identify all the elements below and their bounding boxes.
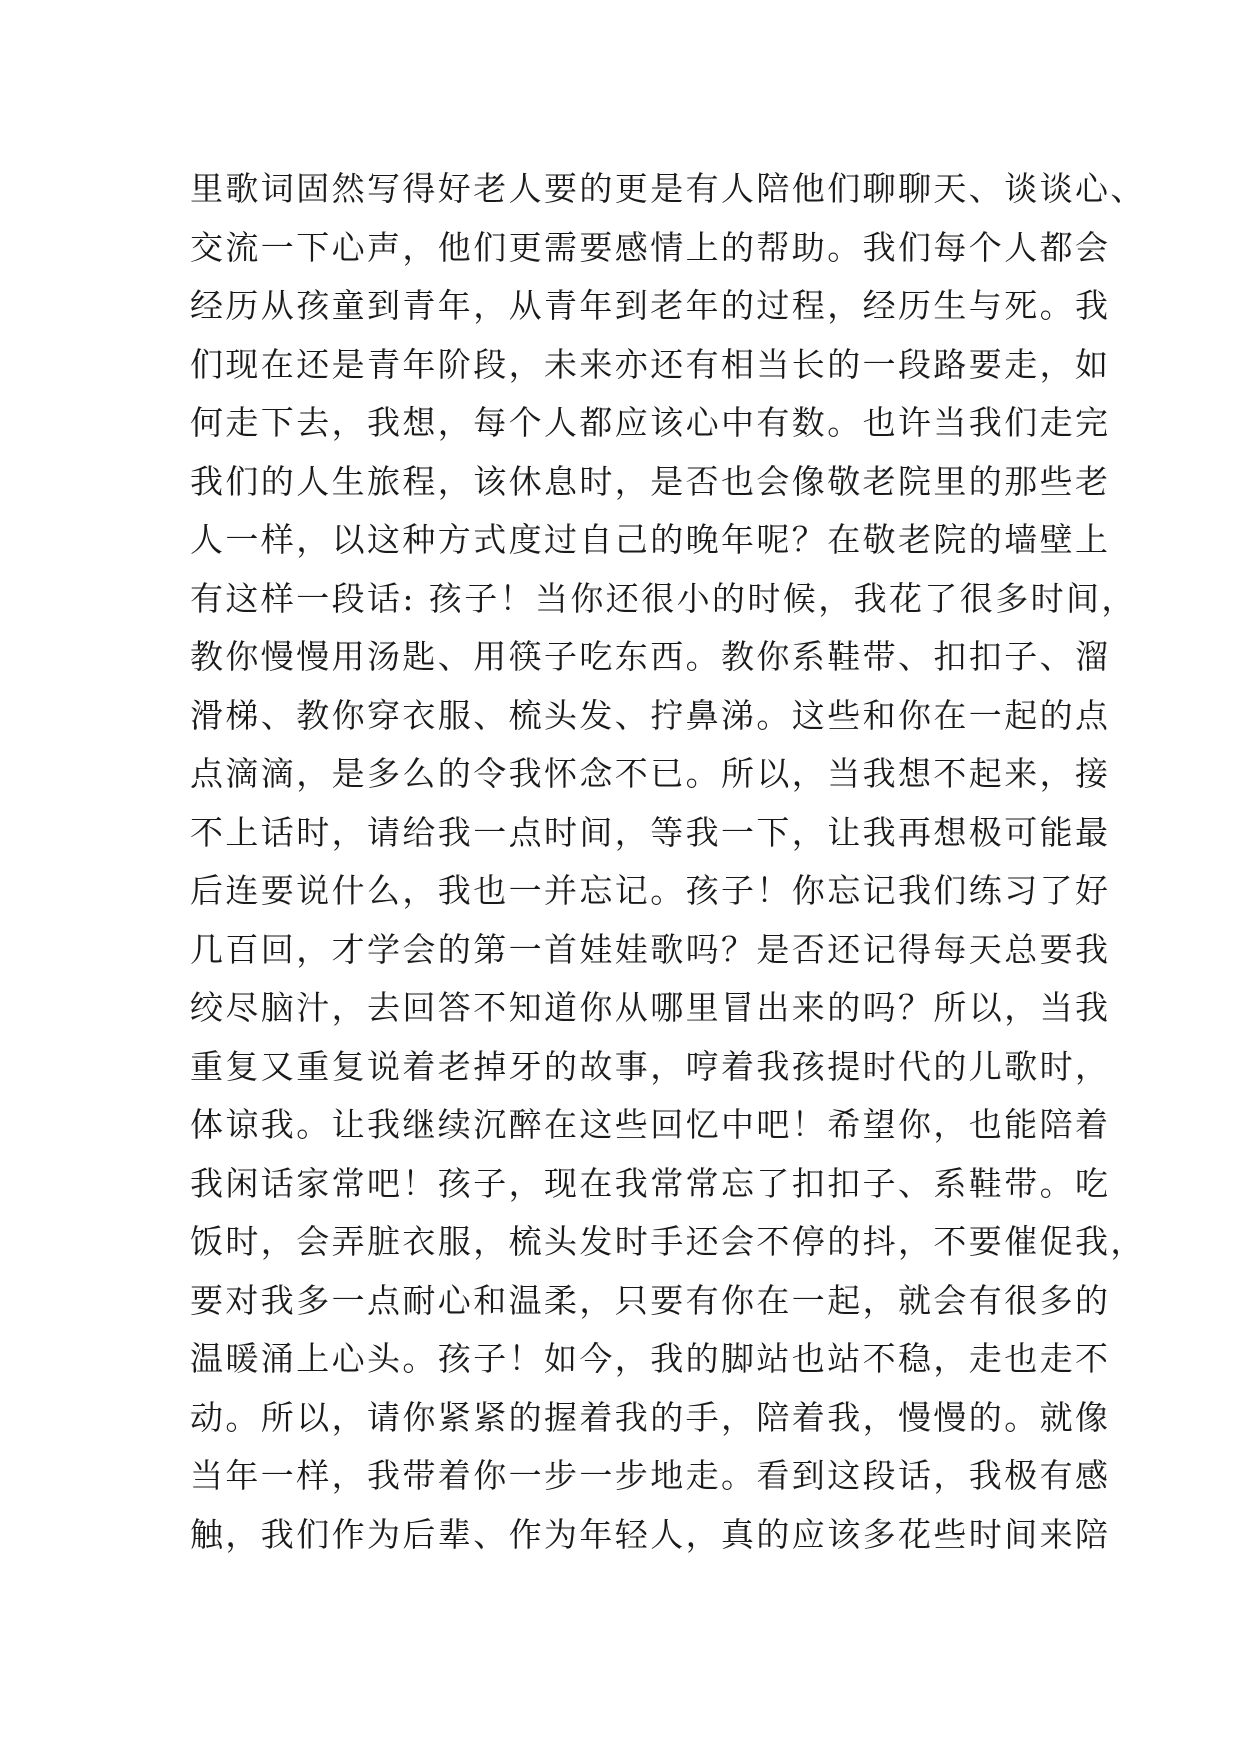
text-line: 滑梯、教你穿衣服、梳头发、拧鼻涕。这些和你在一起的点: [190, 695, 1111, 735]
text-line: 重复又重复说着老掉牙的故事，哼着我孩提时代的儿歌时，: [190, 1046, 1111, 1086]
text-line: 触，我们作为后辈、作为年轻人，真的应该多花些时间来陪: [190, 1514, 1111, 1554]
text-line: 要对我多一点耐心和温柔，只要有你在一起，就会有很多的: [190, 1280, 1111, 1320]
text-line: 们现在还是青年阶段，未来亦还有相当长的一段路要走，如: [190, 344, 1111, 384]
text-line: 温暖涌上心头。孩子！如今，我的脚站也站不稳，走也走不: [190, 1339, 1111, 1378]
text-line: 有这样一段话: 孩子！当你还很小的时候，我花了很多时间，: [190, 578, 1137, 618]
text-line: 人一样，以这种方式度过自己的晚年呢？在敬老院的墙壁上: [190, 520, 1111, 559]
text-line: 绞尽脑汁，去回答不知道你从哪里冒出来的吗？所以，当我: [190, 988, 1111, 1027]
text-line: 几百回，才学会的第一首娃娃歌吗？是否还记得每天总要我: [190, 929, 1111, 969]
text-line: 交流一下心声，他们更需要感情上的帮助。我们每个人都会: [190, 227, 1111, 267]
text-line: 当年一样，我带着你一步一步地走。看到这段话，我极有感: [190, 1456, 1111, 1495]
text-line: 我们的人生旅程，该休息时，是否也会像敬老院里的那些老: [190, 461, 1111, 501]
text-line: 后连要说什么，我也一并忘记。孩子！你忘记我们练习了好: [190, 871, 1111, 910]
text-line: 饭时，会弄脏衣服，梳头发时手还会不停的抖，不要催促我，: [190, 1222, 1146, 1261]
text-line: 体谅我。让我继续沉醉在这些回忆中吧！希望你，也能陪着: [190, 1105, 1111, 1144]
body-text: [190, 160, 1146, 1564]
text-line: 经历从孩童到青年，从青年到老年的过程，经历生与死。我: [190, 286, 1111, 325]
text-line: 何走下去，我想，每个人都应该心中有数。也许当我们走完: [190, 403, 1111, 442]
text-line: 我闲话家常吧！孩子，现在我常常忘了扣扣子、系鞋带。吃: [190, 1163, 1111, 1203]
text-line: 教你慢慢用汤匙、用筷子吃东西。教你系鞋带、扣扣子、溜: [190, 637, 1111, 676]
text-line: 里歌词固然写得好老人要的更是有人陪他们聊聊天、谈谈心、: [190, 169, 1146, 208]
text-line: 不上话时，请给我一点时间，等我一下，让我再想极可能最: [190, 812, 1111, 852]
text-line: 点滴滴，是多么的令我怀念不已。所以，当我想不起来，接: [190, 754, 1111, 793]
text-line: 动。所以，请你紧紧的握着我的手，陪着我，慢慢的。就像: [190, 1397, 1111, 1437]
